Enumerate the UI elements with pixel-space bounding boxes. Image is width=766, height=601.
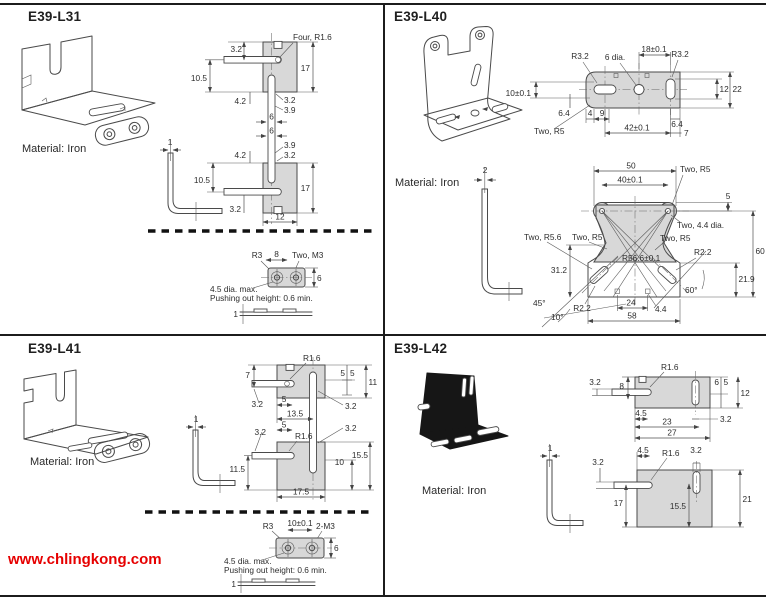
panel-e39-l40 <box>384 3 766 334</box>
bracket-3d-sketch <box>22 36 155 147</box>
dim-label: 45° <box>533 298 546 308</box>
dim-label: 40±0.1 <box>617 174 643 185</box>
dim-label: 3.9 <box>284 140 296 150</box>
dim-label: 5 <box>723 377 729 387</box>
dim-label: 31.2 <box>550 265 567 275</box>
dim-label: 12 <box>275 211 285 222</box>
dim-label: Two, 4.4 dia. <box>677 220 725 230</box>
panel-title: E39-L42 <box>394 341 448 356</box>
dim-label: 10 <box>334 457 344 467</box>
bracket-3d-sketch <box>24 370 152 464</box>
dim-label: Two, R5 <box>572 232 603 242</box>
dim-label: 5 <box>281 394 287 404</box>
dim-label: 24 <box>626 297 636 308</box>
dim-label: 3.2 <box>345 423 357 433</box>
mounting-plate-view <box>224 518 339 593</box>
dim-label: Pushing out height: 0.6 min. <box>210 293 313 303</box>
dim-label: 23 <box>662 416 672 427</box>
dim-label: 17 <box>300 63 310 73</box>
dim-label: 60 <box>755 246 765 256</box>
dim-label: 1 <box>231 579 236 589</box>
dim-label: 3.2 <box>284 95 296 105</box>
dim-label: 4 <box>587 108 593 118</box>
dim-label: 6 <box>334 543 339 553</box>
bracket-3d-sketch <box>418 373 508 449</box>
material-label: Material: Iron <box>395 177 460 189</box>
dim-label: R1.6 <box>662 448 680 458</box>
dim-label: 5 <box>340 368 345 378</box>
dim-label: 10±0.1 <box>505 88 531 98</box>
dim-label: 27 <box>667 427 677 438</box>
dim-label: 5 <box>725 191 731 201</box>
dim-label: 1 <box>233 309 238 319</box>
dim-label: 3.2 <box>230 44 242 54</box>
material-label: Material: Iron <box>422 485 487 497</box>
dim-label: 60° <box>685 285 698 295</box>
dim-label: R56.6±0.1 <box>622 253 661 263</box>
technical-drawing-e39-l31 <box>0 3 383 334</box>
dim-label: 50 <box>626 160 636 171</box>
dim-label: 13.5 <box>286 408 304 419</box>
dim-label: 10±0.1 <box>287 518 313 528</box>
side-view <box>186 414 235 493</box>
dim-label: 1 <box>547 443 553 453</box>
dim-label: Four, R1.6 <box>293 32 332 42</box>
dim-label: 3.2 <box>720 414 732 424</box>
dim-label: R3 <box>262 521 274 531</box>
dim-label: 1 <box>193 414 199 424</box>
dim-label: 18±0.1 <box>641 44 667 54</box>
dim-label: 6 dia. <box>604 52 626 62</box>
dim-label: 17 <box>300 183 310 193</box>
technical-drawing-e39-l40 <box>384 3 766 334</box>
dim-label: 22 <box>732 84 742 94</box>
dim-label: 4.5 dia. max. <box>210 284 258 294</box>
dim-label: 3.2 <box>254 427 266 437</box>
dim-label: Two, M3 <box>292 250 324 260</box>
material-label: Material: Iron <box>22 143 87 155</box>
dim-label: 10.5 <box>190 73 207 83</box>
dim-label: R1.6 <box>661 362 679 372</box>
front-view <box>191 32 332 226</box>
front-view <box>229 353 377 502</box>
dim-label: Two, R5.6 <box>524 232 562 242</box>
dim-label: 6.4 <box>558 108 570 118</box>
dim-label: 12 <box>719 84 729 94</box>
dim-label: 4.4 <box>655 304 667 314</box>
side-view <box>474 165 522 301</box>
dim-label: 3.2 <box>589 377 601 387</box>
dim-label: 3.2 <box>284 150 296 160</box>
dim-label: R2.2 <box>694 247 712 257</box>
dim-label: 42±0.1 <box>624 122 650 133</box>
dim-label: 4.5 <box>635 408 647 418</box>
top-view <box>506 44 742 138</box>
dim-label: 5 <box>281 419 287 430</box>
dim-label: 2 <box>482 165 488 175</box>
dim-label: 3.2 <box>592 457 604 467</box>
dim-label: R3 <box>251 250 263 260</box>
dim-label: 15.5 <box>669 501 686 511</box>
dim-label: 2-M3 <box>316 521 335 531</box>
dim-label: R2.2 <box>573 303 591 313</box>
dim-label: 3.2 <box>690 445 702 455</box>
dim-label: 3.2 <box>345 401 357 411</box>
dim-label: 6 <box>317 273 322 283</box>
dim-label: R3.2 <box>671 49 689 59</box>
dim-label: 58 <box>627 310 637 321</box>
dim-label: 4.5 dia. max. <box>224 556 272 566</box>
panel-e39-l42 <box>384 335 766 595</box>
bracket-3d-sketch <box>424 27 522 142</box>
dim-label: 5 <box>350 368 355 378</box>
dim-label: Two, R5 <box>680 164 711 174</box>
dim-label: R1.6 <box>303 353 321 363</box>
dim-label: 3.9 <box>284 105 296 115</box>
technical-drawing-e39-l42 <box>384 335 766 595</box>
front-view <box>524 161 765 328</box>
dim-label: Two, R5 <box>660 233 691 243</box>
dim-label: 6.4 <box>671 119 683 129</box>
dim-label: 15.5 <box>351 450 368 460</box>
dim-label: 21 <box>742 494 752 504</box>
panel-title: E39-L41 <box>28 341 82 356</box>
dim-label: 10° <box>551 312 564 322</box>
dim-label: Pushing out height: 0.6 min. <box>224 565 327 575</box>
panel-title: E39-L31 <box>28 9 82 24</box>
dim-label: 4.2 <box>234 150 246 160</box>
dim-label: 11.5 <box>229 464 245 474</box>
dim-label: 7 <box>245 370 250 380</box>
dim-label: 3.2 <box>251 399 263 409</box>
dim-label: 6 <box>269 125 274 136</box>
dim-label: R3.2 <box>571 51 589 61</box>
dim-label: 1 <box>167 137 173 147</box>
watermark-text: www.chlingkong.com <box>8 551 162 568</box>
front-view-upper <box>589 362 750 442</box>
panel-title: E39-L40 <box>394 9 448 24</box>
dim-label: Two, R5 <box>534 126 565 136</box>
dim-label: 6 <box>714 377 719 387</box>
dim-label: 9 <box>599 108 605 118</box>
material-label: Material: Iron <box>30 456 95 468</box>
dim-label: 11 <box>368 377 378 387</box>
mounting-plate-view <box>210 249 324 324</box>
dim-label: 3.2 <box>229 204 241 214</box>
dim-label: 8 <box>619 381 624 391</box>
dim-label: 4.2 <box>234 96 246 106</box>
dim-label: 8 <box>274 249 279 259</box>
front-view-lower <box>540 443 752 533</box>
dim-label: 12 <box>740 388 750 398</box>
dim-label: 17.5 <box>292 486 310 497</box>
panel-e39-l31 <box>0 3 383 334</box>
dim-label: 21.9 <box>738 274 755 284</box>
dim-label: 4.5 <box>637 445 649 455</box>
dim-label: 7 <box>684 128 689 138</box>
dim-label: R1.6 <box>295 431 313 441</box>
dim-label: 6 <box>269 111 274 122</box>
dim-label: 10.5 <box>193 175 210 185</box>
dim-label: 17 <box>613 498 623 508</box>
